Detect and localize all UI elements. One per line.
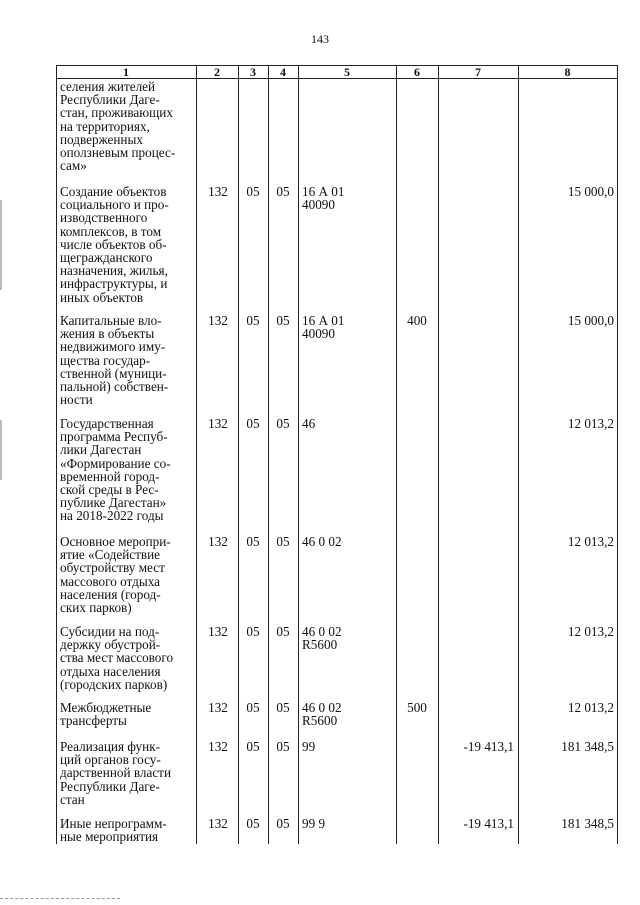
change-amount: -19 413,1 [463,816,514,831]
target-article: 46 [302,416,316,431]
col-divider-4 [298,65,299,844]
row-name: Реализация функ- ций органов госу- дарственной власти Республики Даге- стан [60,739,171,807]
row-name: Основное меропри- ятие «Содействие обустройству мест массового отдыха населения (город- ских парков) [60,534,171,616]
header-col-5: 5 [344,65,350,79]
total-amount: 12 013,2 [567,624,614,639]
ministry-code: 132 [208,534,228,549]
total-amount: 15 000,0 [567,184,614,199]
ministry-code: 132 [208,700,228,715]
subsection-code: 05 [276,416,290,431]
scan-margin-mark [0,200,2,290]
subsection-code: 05 [276,534,290,549]
section-code: 05 [246,739,260,754]
subsection-code: 05 [276,816,290,831]
header-col-1: 1 [123,65,129,79]
row-name: Субсидии на под- держку обустрой- ства мест массового отдыха населения (городских парков) [60,624,174,692]
row-name: Иные непрограмм- ные мероприятия [60,816,167,845]
target-article: 46 0 02 R5600 [302,700,342,729]
expense-type: 400 [407,313,427,328]
header-col-4: 4 [280,65,286,79]
header-col-7: 7 [475,65,481,79]
ministry-code: 132 [208,816,228,831]
target-article: 46 0 02 R5600 [302,624,342,653]
table-right-border [617,65,618,844]
target-article: 16 А 01 40090 [302,184,345,213]
subsection-code: 05 [276,624,290,639]
subsection-code: 05 [276,700,290,715]
col-divider-7 [518,65,519,844]
ministry-code: 132 [208,739,228,754]
section-code: 05 [246,313,260,328]
total-amount: 12 013,2 [567,416,614,431]
section-code: 05 [246,416,260,431]
row-name: Капитальные вло- жения в объекты недвижимого иму- щества государ- ственной (муници- пальной) собствен- ности [60,313,169,408]
ministry-code: 132 [208,313,228,328]
section-code: 05 [246,534,260,549]
target-article: 99 [302,739,316,754]
total-amount: 181 348,5 [561,739,614,754]
expense-type: 500 [407,700,427,715]
col-divider-2 [238,65,239,844]
subsection-code: 05 [276,739,290,754]
section-code: 05 [246,700,260,715]
section-code: 05 [246,624,260,639]
total-amount: 15 000,0 [567,313,614,328]
subsection-code: 05 [276,184,290,199]
col-divider-3 [268,65,269,844]
total-amount: 181 348,5 [561,816,614,831]
scan-margin-mark [0,420,2,480]
page-number: 143 [311,32,329,46]
row-name: Создание объектов социального и про- изводственного комплексов, в том числе объектов об- щегражданского назначения, жилья, инфраструктуры, и иных объектов [60,184,169,305]
col-divider-6 [438,65,439,844]
header-col-6: 6 [414,65,420,79]
row-name: Государственная программа Респуб- лики Дагестан «Формирование со- временной город- ской среды в Рес- публике Дагестан» на 2018-2022 годы [60,416,171,524]
total-amount: 12 013,2 [567,700,614,715]
ministry-code: 132 [208,416,228,431]
header-col-3: 3 [250,65,256,79]
header-col-8: 8 [564,65,571,79]
target-article: 99 9 [302,816,326,831]
change-amount: -19 413,1 [463,739,514,754]
row-name: селения жителей Республики Даге- стан, проживающих на территориях, подверженных оползневым процес- сам» [60,79,176,174]
ministry-code: 132 [208,624,228,639]
row-name: Межбюджетные трансферты [60,700,152,729]
subsection-code: 05 [276,313,290,328]
target-article: 46 0 02 [302,534,342,549]
section-code: 05 [246,816,260,831]
col-divider-5 [396,65,397,844]
section-code: 05 [246,184,260,199]
col-divider-1 [196,65,197,844]
target-article: 16 А 01 40090 [302,313,345,342]
header-col-2: 2 [214,65,220,79]
scan-bottom-mark [0,898,120,901]
table-left-border [56,65,57,844]
total-amount: 12 013,2 [567,534,614,549]
ministry-code: 132 [208,184,228,199]
